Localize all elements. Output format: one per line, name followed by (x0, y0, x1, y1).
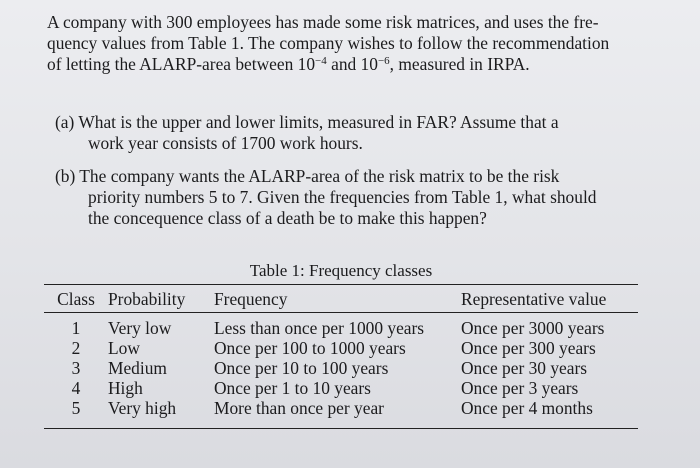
exponent-lower: −6 (377, 55, 390, 67)
cell-representative-value: Once per 30 years (461, 358, 588, 378)
question-a-line-2: work year consists of 1700 work hours. (88, 133, 363, 153)
intro-line-3 (47, 54, 647, 75)
table-row (44, 378, 638, 398)
intro-line-3-middle: and 10 (326, 54, 378, 74)
intro-line-2: quency values from Table 1. The company wishes to follow the recommendation (47, 33, 610, 53)
cell-probability: Very high (108, 398, 177, 418)
question-b-line-1: (b) The company wants the ALARP-area of the risk matrix to be the risk (55, 166, 560, 186)
cell-frequency: Once per 1 to 10 years (214, 378, 371, 398)
cell-class: 2 (71, 338, 81, 358)
header-probability: Probability (108, 289, 186, 309)
table-row (44, 312, 638, 338)
header-frequency: Frequency (214, 289, 288, 309)
question-b (55, 166, 655, 229)
cell-frequency: More than once per year (214, 398, 384, 418)
table-top-rule (44, 284, 638, 285)
cell-probability: Very low (108, 318, 172, 338)
table-row (44, 338, 638, 358)
table-bottom-rule (44, 428, 638, 429)
cell-frequency: Once per 100 to 1000 years (214, 338, 406, 358)
cell-class: 3 (71, 358, 81, 378)
cell-representative-value: Once per 3000 years (461, 318, 605, 338)
question-b-line-2: priority numbers 5 to 7. Given the frequencies from Table 1, what should (88, 187, 597, 207)
header-class: Class (57, 289, 95, 309)
cell-representative-value: Once per 3 years (461, 378, 579, 398)
table-header-row (44, 286, 638, 312)
cell-probability: Low (108, 338, 140, 358)
cell-frequency: Once per 10 to 100 years (214, 358, 389, 378)
question-a-line-1: (a) What is the upper and lower limits, measured in FAR? Assume that a (55, 112, 559, 132)
question-b-line-3: the concequence class of a death be to make this happen? (88, 208, 487, 228)
cell-class: 4 (71, 378, 81, 398)
cell-probability: High (108, 378, 143, 398)
header-representative-value: Representative value (461, 289, 607, 309)
table-caption: Table 1: Frequency classes (249, 261, 433, 280)
frequency-table (44, 286, 638, 418)
cell-probability: Medium (108, 358, 167, 378)
intro-line-3-end: , measured in IRPA. (389, 54, 530, 74)
question-a (55, 112, 655, 154)
table-row (44, 398, 638, 418)
intro-paragraph (47, 12, 647, 75)
intro-line-1: A company with 300 employees has made some risk matrices, and uses the fre- (47, 12, 599, 32)
cell-class: 5 (71, 398, 81, 418)
exponent-upper: −4 (315, 55, 327, 67)
cell-representative-value: Once per 300 years (461, 338, 596, 358)
cell-class: 1 (71, 318, 81, 338)
cell-representative-value: Once per 4 months (461, 398, 593, 418)
cell-frequency: Less than once per 1000 years (214, 318, 425, 338)
table-row (44, 358, 638, 378)
intro-line-3-start: of letting the ALARP-area between 10 (47, 54, 316, 74)
